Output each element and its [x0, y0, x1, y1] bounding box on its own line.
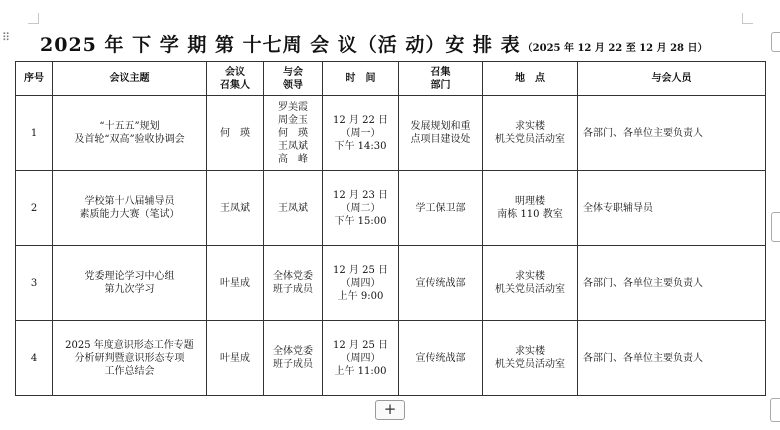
cell-dept: 宣传统战部 [399, 321, 483, 396]
cell-convener: 叶星成 [207, 321, 264, 396]
cell-topic: 2025 年度意识形态工作专题 分析研判暨意识形态专项 工作总结会 [53, 321, 207, 396]
cell-location: 明理楼 南栋 110 教室 [483, 171, 578, 246]
table-row [16, 96, 766, 171]
header-dept: 召集 部门 [399, 62, 483, 96]
meeting-schedule-table [15, 61, 766, 396]
cell-leaders: 王凤斌 [264, 171, 323, 246]
cell-location: 求实楼 机关党员活动室 [483, 246, 578, 321]
cell-time: 12 月 23 日 （周二） 下午 15:00 [323, 171, 399, 246]
table-row [16, 246, 766, 321]
plus-icon: + [383, 400, 397, 418]
cell-seq: 2 [16, 171, 53, 246]
cell-convener: 叶星成 [207, 246, 264, 321]
cell-time: 12 月 25 日 （周四） 上午 9:00 [323, 246, 399, 321]
cell-time: 12 月 22 日 （周一） 下午 14:30 [323, 96, 399, 171]
cell-dept: 宣传统战部 [399, 246, 483, 321]
cell-leaders: 全体党委 班子成员 [264, 321, 323, 396]
page-corner-mark-right [742, 13, 753, 24]
cell-attendees: 各部门、各单位主要负责人 [578, 96, 766, 171]
cell-dept: 发展规划和重 点项目建设处 [399, 96, 483, 171]
cell-topic: “十五五”规划 及首轮“双高”验收协调会 [53, 96, 207, 171]
drag-handle-icon[interactable]: ⠿ [2, 31, 12, 44]
document-title [40, 30, 760, 60]
cell-topic: 学校第十八届辅导员 素质能力大赛（笔试） [53, 171, 207, 246]
header-convener: 会议 召集人 [207, 62, 264, 96]
side-scroll-tab-middle[interactable] [771, 212, 780, 242]
title-main: 2025 年 下 学 期 第 十七周 会 议（活 动）安 排 表 [40, 34, 521, 56]
table-row [16, 171, 766, 246]
cell-dept: 学工保卫部 [399, 171, 483, 246]
header-topic: 会议主题 [53, 62, 207, 96]
add-row-button[interactable] [375, 400, 405, 420]
cell-convener: 何 瑛 [207, 96, 264, 171]
table-row [16, 321, 766, 396]
cell-seq: 1 [16, 96, 53, 171]
cell-location: 求实楼 机关党员活动室 [483, 96, 578, 171]
header-seq: 序号 [16, 62, 53, 96]
cell-time: 12 月 25 日 （周四） 上午 11:00 [323, 321, 399, 396]
table-header-row [16, 62, 766, 96]
cell-seq: 3 [16, 246, 53, 321]
side-scroll-tab-top[interactable] [771, 32, 780, 52]
cell-attendees: 各部门、各单位主要负责人 [578, 246, 766, 321]
cell-location: 求实楼 机关党员活动室 [483, 321, 578, 396]
cell-attendees: 全体专职辅导员 [578, 171, 766, 246]
cell-topic: 党委理论学习中心组 第九次学习 [53, 246, 207, 321]
cell-leaders: 全体党委 班子成员 [264, 246, 323, 321]
header-attendees: 与会人员 [578, 62, 766, 96]
side-scroll-tab-bottom[interactable] [770, 398, 780, 422]
header-location: 地 点 [483, 62, 578, 96]
cell-leaders: 罗美霞 周金玉 何 瑛 王凤斌 高 峰 [264, 96, 323, 171]
cell-attendees: 各部门、各单位主要负责人 [578, 321, 766, 396]
page-corner-mark-left [28, 13, 39, 24]
title-date-range: （2025 年 12 月 22 至 12 月 28 日） [522, 43, 708, 54]
cell-seq: 4 [16, 321, 53, 396]
header-time: 时 间 [323, 62, 399, 96]
header-leaders: 与会 领导 [264, 62, 323, 96]
cell-convener: 王凤斌 [207, 171, 264, 246]
